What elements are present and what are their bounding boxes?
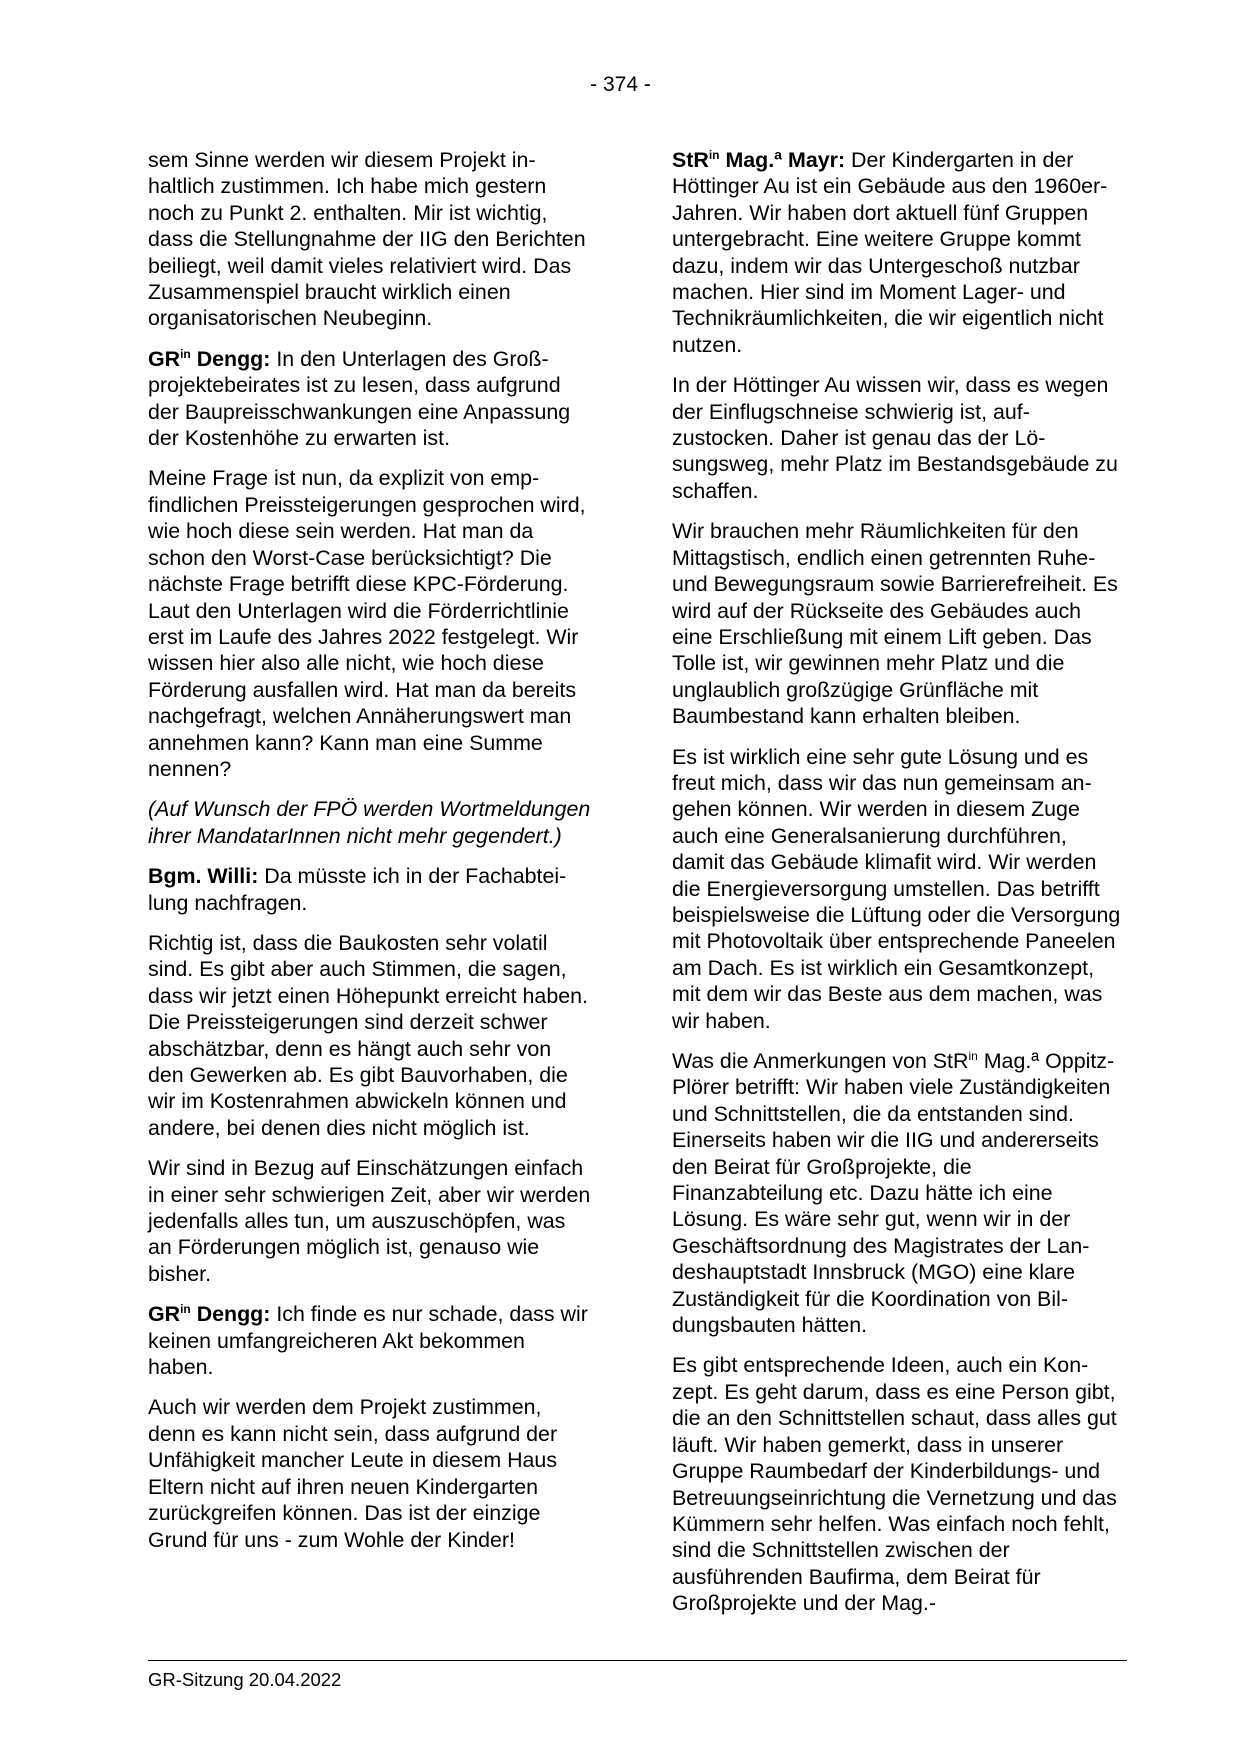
paragraph: Richtig ist, dass die Baukosten sehr volatil sind. Es gibt aber auch Stimmen, die sagen, dass wir jetzt einen Höhepunkt erreicht haben. Die Preissteigerungen sind derzeit schwer abschätzbar, denn es hängt auch sehr von den Gewerken ab. Es gibt Bauvorhaben, die wir im Kostenrahmen abwickeln können und andere, bei denen dies nicht möglich ist. bbox=[148, 930, 588, 1140]
speaker-name: $GR^{in}$ Dengg: bbox=[148, 1302, 271, 1327]
speaker-name: Bgm. Willi: bbox=[148, 864, 259, 889]
paragraph: In der Höttinger Au wissen wir, dass es wegen der Einflugschneise schwierig ist, aufzustocken. Daher ist genau das der Lösungsweg, mehr Platz im Bestandsgebäude zu schaffen. bbox=[672, 373, 1118, 503]
paragraph: Wir brauchen mehr Räumlichkeiten für den Mittagstisch, endlich einen getrennten Ruhe- und Bewegungsraum sowie Barrierefreiheit. Es wird auf der Rückseite des Gebäudes auch eine Erschließung mit einem Lift geben. Das Tolle ist, wir gewinnen mehr Platz und die unglaublich großzügige Grünfläche mit Baumbestand kann erhalten bleiben. bbox=[672, 519, 1118, 729]
paragraph: Auch wir werden dem Projekt zustimmen, denn es kann nicht sein, dass aufgrund der Unfähigkeit mancher Leute in diesem Haus Eltern nicht auf ihren neuen Kindergarten zurückgreifen können. Das ist der einzige Grund für uns - zum Wohle der Kinder! bbox=[148, 1395, 558, 1552]
paragraph: Was die Anmerkungen von StR$^{in}$ Mag.ª Oppitz-Plörer betrifft: Wir haben viele Zuständigkeiten und Schnittstellen, die da entstanden sind. Einerseits haben wir die IIG und andererseits den Beirat für Großprojekte, die Finanzabteilung etc. Dazu hätte ich eine Lösung. Es wäre sehr gut, wenn wir in der Geschäftsordnung des Magistrates der Landeshauptstadt Innsbruck (MGO) eine klare Zuständigkeit für die Koordination von Bildungsbauten hätten. bbox=[672, 1048, 1115, 1338]
left-column bbox=[148, 147, 592, 1567]
footer-session-date: GR-Sitzung 20.04.2022 bbox=[148, 1669, 342, 1690]
speaker-name: $GR^{in}$ Dengg: bbox=[148, 346, 271, 371]
footer-divider bbox=[148, 1660, 1127, 1661]
paragraph: Bgm. Willi: Da müsste ich in der Fachabteilung nachfragen. bbox=[148, 864, 567, 915]
paragraph: Es gibt entsprechende Ideen, auch ein Konzept. Es geht darum, dass es eine Person gibt, die an den Schnittstellen schaut, dass alles gut läuft. Wir haben gemerkt, dass in unserer Gruppe Raumbedarf der Kinderbildungs- und Betreuungseinrichtung die Vernetzung und das Kümmern sehr helfen. Was einfach noch fehlt, sind die Schnittstellen zwischen der ausführenden Baufirma, dem Beirat für Großprojekte und der Mag.- bbox=[672, 1353, 1117, 1616]
right-column bbox=[672, 147, 1122, 1631]
paragraph: sem Sinne werden wir diesem Projekt inhaltlich zustimmen. Ich habe mich gestern noch zu Punkt 2. enthalten. Mir ist wichtig, dass die Stellungnahme der IIG den Berichten beiliegt, weil damit vieles relativiert wird. Das Zusammenspiel braucht wirklich einen organisatorischen Neubeginn. bbox=[148, 148, 586, 331]
paragraph: $GR^{in}$ Dengg: In den Unterlagen des Großprojektebeirates ist zu lesen, dass aufgrund der Baupreisschwankungen eine Anpassung der Kostenhöhe zu erwarten ist. bbox=[148, 346, 571, 451]
paragraph: StR$^{in}$ Mag.ª Mayr: Der Kindergarten in der Höttinger Au ist ein Gebäude aus den 1960er-Jahren. Wir haben dort aktuell fünf Gruppen untergebracht. Eine weitere Gruppe kommt dazu, indem wir das Untergeschoß nutzbar machen. Hier sind im Moment Lager- und Technikräumlichkeiten, die wir eigentlich nicht nutzen. bbox=[672, 147, 1108, 357]
paragraph: Es ist wirklich eine sehr gute Lösung und es freut mich, dass wir das nun gemeinsam angehen können. Wir werden in diesem Zuge auch eine Generalsanierung durchführen, damit das Gebäude klimafit wird. Wir werden die Energieversorgung umstellen. Das betrifft beispielsweise die Lüftung oder die Versorgung mit Photovoltaik über entsprechende Paneelen am Dach. Es ist wirklich ein Gesamtkonzept, mit dem wir das Beste aus dem machen, was wir haben. bbox=[672, 744, 1121, 1033]
paragraph: Wir sind in Bezug auf Einschätzungen einfach in einer sehr schwierigen Zeit, aber wir werden jedenfalls alles tun, um auszuschöpfen, was an Förderungen möglich ist, genauso wie bisher. bbox=[148, 1156, 591, 1286]
editorial-note: (Auf Wunsch der FPÖ werden Wortmeldungen ihrer MandatarInnen nicht mehr gegendert.) bbox=[148, 797, 591, 848]
speaker-name: StR$^{in}$ Mag.ª Mayr: bbox=[672, 147, 846, 172]
paragraph: $GR^{in}$ Dengg: Ich finde es nur schade, dass wir keinen umfangreicheren Akt bekommen haben. bbox=[148, 1302, 588, 1380]
page-number: - 374 - bbox=[590, 73, 651, 96]
paragraph: Meine Frage ist nun, da explizit von empfindlichen Preissteigerungen gesprochen wird, wie hoch diese sein werden. Hat man da schon den Worst-Case berücksichtigt? Die nächste Frage betrifft diese KPC-Förderung. Laut den Unterlagen wird die Förderrichtlinie erst im Laufe des Jahres 2022 festgelegt. Wir wissen hier also alle nicht, wie hoch diese Förderung ausfallen wird. Hat man da bereits nachgefragt, welchen Annäherungswert man annehmen kann? Kann man eine Summe nennen? bbox=[148, 466, 586, 781]
